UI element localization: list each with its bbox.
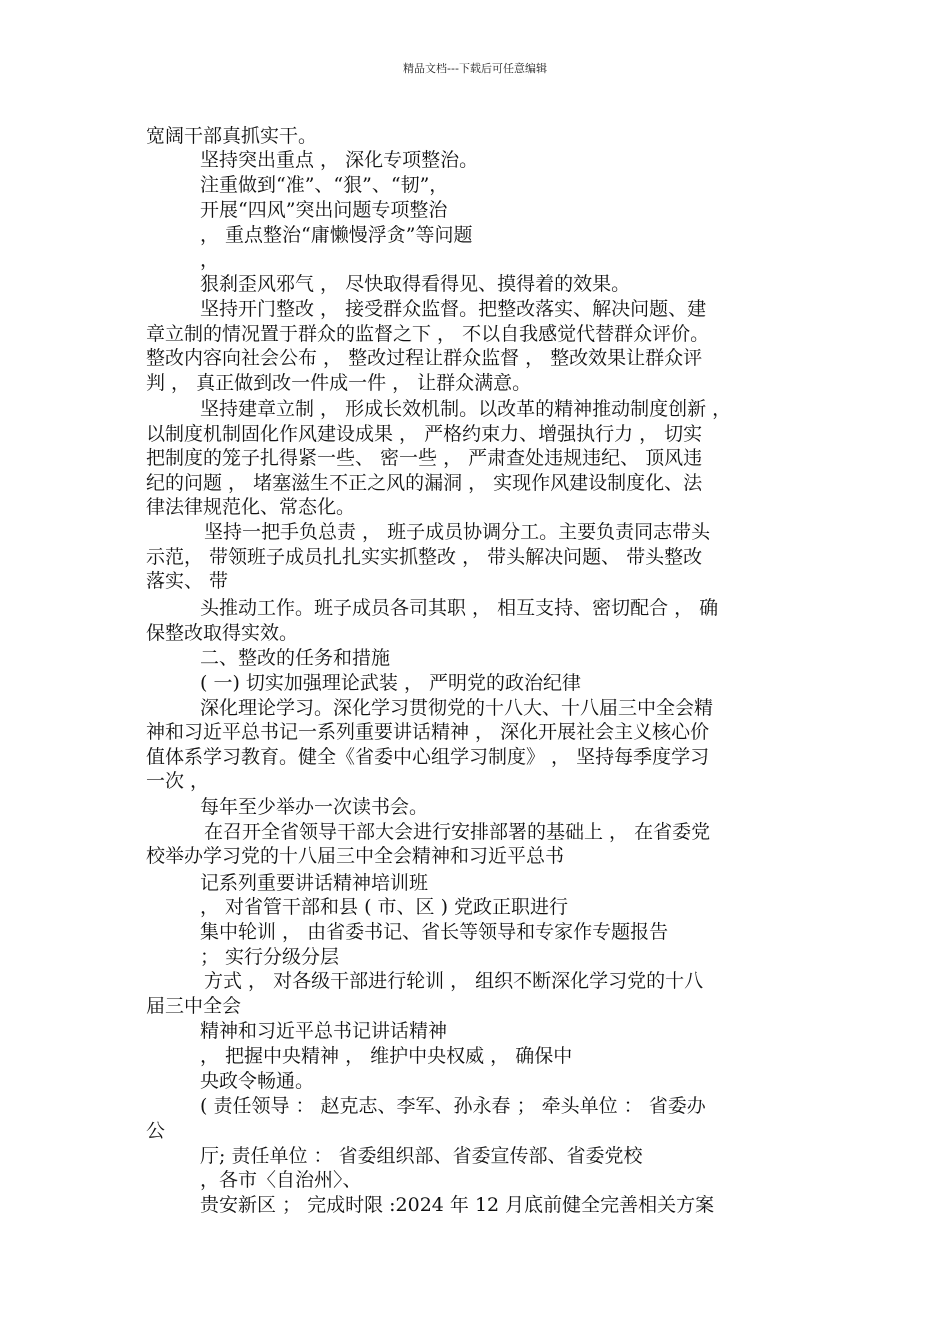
text-line: 记系列重要讲话精神培训班 [200, 872, 429, 894]
text-line: 贵安新区 ； 完成时限 :2024 年 12 月底前健全完善相关方案 [200, 1194, 715, 1216]
text-line: 以制度机制固化作风建设成果 ， 严格约束力、增强执行力 ， 切实 [146, 423, 703, 445]
text-line: ， 重点整治“庸懒慢浮贪”等问题 [200, 224, 473, 246]
text-line: 精神和习近平总书记讲话精神 [200, 1020, 448, 1042]
text-line: 校举办学习党的十八届三中全会精神和习近平总书 [146, 845, 565, 867]
text-line: 值体系学习教育。健全《省委中心组学习制度》 ， 坚持每季度学习 [146, 746, 710, 768]
text-line: 落实、 带 [146, 570, 229, 592]
text-line: 集中轮训 ， 由省委书记、省长等领导和专家作专题报告 [200, 921, 669, 943]
text-line: ，各市〈自治州〉、 [200, 1169, 362, 1191]
text-line: ( 责任领导 ： 赵克志、李军、孙永春 ； 牵头单位 ： 省委办 [200, 1095, 706, 1117]
text-line: 坚持突出重点 ， 深化专项整治。 [200, 149, 479, 171]
text-line: ； 实行分级分层 [200, 946, 340, 968]
text-line: 狠刹歪风邪气 ， 尽快取得看得见、摸得着的效果。 [200, 273, 631, 295]
text-line: 整改内容向社会公布 ， 整改过程让群众监督 ， 整改效果让群众评 [146, 347, 703, 369]
text-line: ， [200, 249, 220, 271]
text-line: 神和习近平总书记一系列重要讲话精神 ， 深化开展社会主义核心价 [146, 721, 710, 743]
text-line: ， 对省管干部和县 ( 市、区 ) 党政正职进行 [200, 896, 569, 918]
text-line: 章立制的情况置于群众的监督之下 ， 不以自我感觉代替群众评价。 [146, 323, 710, 345]
text-line: 开展“四风”突出问题专项整治 [200, 199, 448, 221]
text-line: 一次 ， [146, 770, 210, 792]
text-line: 律法律规范化、常态化。 [146, 496, 356, 518]
text-line: 深化理论学习。深化学习贯彻党的十八大、十八届三中全会精 [200, 697, 714, 719]
text-line: 届三中全会 [146, 995, 242, 1017]
text-line: 厅; 责任单位 ： 省委组织部、省委宣传部、省委党校 [200, 1145, 643, 1167]
text-line: 央政令畅通。 [200, 1070, 315, 1092]
text-line: 坚持建章立制 ， 形成长效机制。以改革的精神推动制度创新 ， [200, 398, 732, 420]
text-line: 纪的问题 ， 堵塞滋生不正之风的漏洞 ， 实现作风建设制度化、法 [146, 472, 703, 494]
text-line: 头推动工作。班子成员各司其职 ， 相互支持、密切配合 ， 确 [200, 597, 719, 619]
text-line: 坚持开门整改 ， 接受群众监督。把整改落实、解决问题、建 [200, 298, 707, 320]
text-line: 在召开全省领导干部大会进行安排部署的基础上 ， 在省委党 [204, 821, 711, 843]
page-header: 精品文档---下载后可任意编辑 [403, 62, 547, 75]
text-line: 宽阔干部真抓实干。 [146, 125, 318, 147]
text-line: ， 把握中央精神 ， 维护中央权威 ， 确保中 [200, 1045, 573, 1067]
text-line: 坚持一把手负总责 ， 班子成员协调分工。主要负责同志带头 [204, 521, 711, 543]
text-line: 示范， 带领班子成员扎扎实实抓整改 ， 带头解决问题、 带头整改 [146, 546, 703, 568]
text-line: 保整改取得实效。 [146, 622, 299, 644]
text-line: 二、整改的任务和措施 [200, 647, 391, 669]
text-line: ( 一) 切实加强理论武装 ， 严明党的政治纪律 [200, 672, 581, 694]
text-line: 公 [146, 1120, 166, 1142]
text-line: 注重做到“准”、“狠”、“韧”， [200, 174, 449, 196]
text-line: 方式 ， 对各级干部进行轮训 ， 组织不断深化学习党的十八 [204, 970, 704, 992]
text-line: 每年至少举办一次读书会。 [200, 796, 429, 818]
text-line: 判 ， 真正做到改一件成一件 ， 让群众满意。 [146, 372, 532, 394]
text-line: 把制度的笼子扎得紧一些、 密一些 ， 严肃查处违规违纪、 顶风违 [146, 447, 703, 469]
